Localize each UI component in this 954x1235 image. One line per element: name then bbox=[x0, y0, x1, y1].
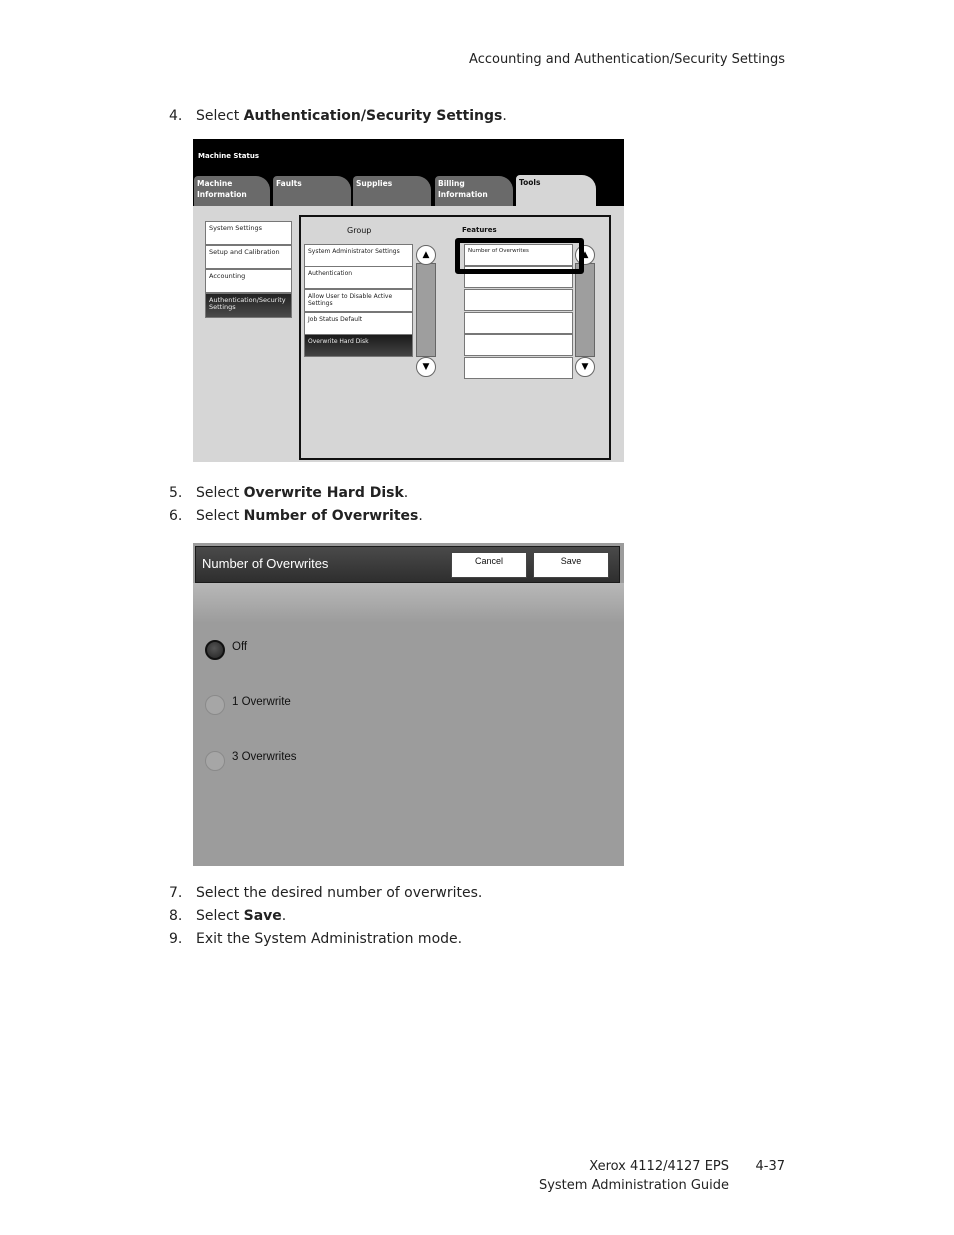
menu-system-settings[interactable]: System Settings bbox=[205, 221, 292, 245]
features-scroll-down-icon[interactable]: ▼ bbox=[575, 357, 595, 377]
step-6: 6. Select Number of Overwrites. bbox=[169, 508, 423, 524]
features-scroll-up-icon[interactable]: ▲ bbox=[575, 245, 595, 265]
feature-number-of-overwrites[interactable]: Number of Overwrites bbox=[464, 244, 573, 266]
radio-label-3-overwrites: 3 Overwrites bbox=[232, 751, 297, 763]
machine-status-label: Machine Status bbox=[198, 152, 259, 160]
highlight-frame bbox=[455, 238, 584, 274]
group-scroll-up-icon[interactable]: ▲ bbox=[416, 245, 436, 265]
step-9: 9. Exit the System Administration mode. bbox=[169, 931, 463, 947]
footer-product: Xerox 4112/4127 EPS bbox=[589, 1159, 729, 1174]
radio-off[interactable] bbox=[205, 640, 225, 660]
tools-screen-screenshot bbox=[193, 139, 624, 462]
tab-machine-information[interactable]: Machine Information bbox=[194, 176, 270, 206]
dialog-title: Number of Overwrites bbox=[202, 556, 329, 571]
features-label: Features bbox=[462, 226, 497, 234]
group-scroll-down-icon[interactable]: ▼ bbox=[416, 357, 436, 377]
step-8: 8. Select Save. bbox=[169, 908, 287, 924]
step-7: 7. Select the desired number of overwrites. bbox=[169, 885, 483, 901]
radio-3-overwrites[interactable] bbox=[205, 751, 225, 771]
radio-label-off: Off bbox=[232, 641, 248, 653]
group-system-administrator-settings[interactable]: System Administrator Settings bbox=[304, 244, 413, 267]
tab-tools[interactable]: Tools bbox=[516, 175, 596, 206]
tab-billing-information[interactable]: Billing Information bbox=[435, 176, 513, 206]
step-4: 4. Select Authentication/Security Settings. bbox=[169, 108, 507, 124]
step-5: 5. Select Overwrite Hard Disk. bbox=[169, 485, 409, 501]
group-scrollbar[interactable] bbox=[416, 263, 436, 357]
number-of-overwrites-screenshot bbox=[193, 543, 624, 866]
save-button[interactable]: Save bbox=[533, 552, 609, 578]
features-scrollbar[interactable] bbox=[575, 263, 595, 357]
radio-label-1-overwrite: 1 Overwrite bbox=[232, 696, 291, 708]
menu-authentication-security-settings[interactable]: Authentication/Security Settings bbox=[205, 293, 292, 318]
feature-item[interactable] bbox=[464, 334, 573, 356]
feature-item[interactable] bbox=[464, 289, 573, 311]
page-header-section-title: Accounting and Authentication/Security Settings bbox=[469, 52, 785, 67]
cancel-button[interactable]: Cancel bbox=[451, 552, 527, 578]
feature-item[interactable] bbox=[464, 312, 573, 334]
radio-1-overwrite[interactable] bbox=[205, 695, 225, 715]
tab-supplies[interactable]: Supplies bbox=[353, 176, 431, 206]
group-job-status-default[interactable]: Job Status Default bbox=[304, 312, 413, 335]
footer-page-number: 4-37 bbox=[755, 1159, 785, 1174]
menu-setup-and-calibration[interactable]: Setup and Calibration bbox=[205, 245, 292, 269]
menu-accounting[interactable]: Accounting bbox=[205, 269, 292, 293]
feature-item[interactable] bbox=[464, 357, 573, 379]
group-allow-user-to-disable-active-settings[interactable]: Allow User to Disable Active Settings bbox=[304, 289, 413, 312]
footer-guide: System Administration Guide bbox=[538, 1178, 729, 1193]
group-authentication[interactable]: Authentication bbox=[304, 266, 413, 289]
dialog-title-bar bbox=[195, 546, 620, 583]
header-shade bbox=[193, 583, 624, 623]
group-overwrite-hard-disk[interactable]: Overwrite Hard Disk bbox=[304, 334, 413, 357]
tab-faults[interactable]: Faults bbox=[273, 176, 351, 206]
group-label: Group bbox=[347, 226, 372, 235]
